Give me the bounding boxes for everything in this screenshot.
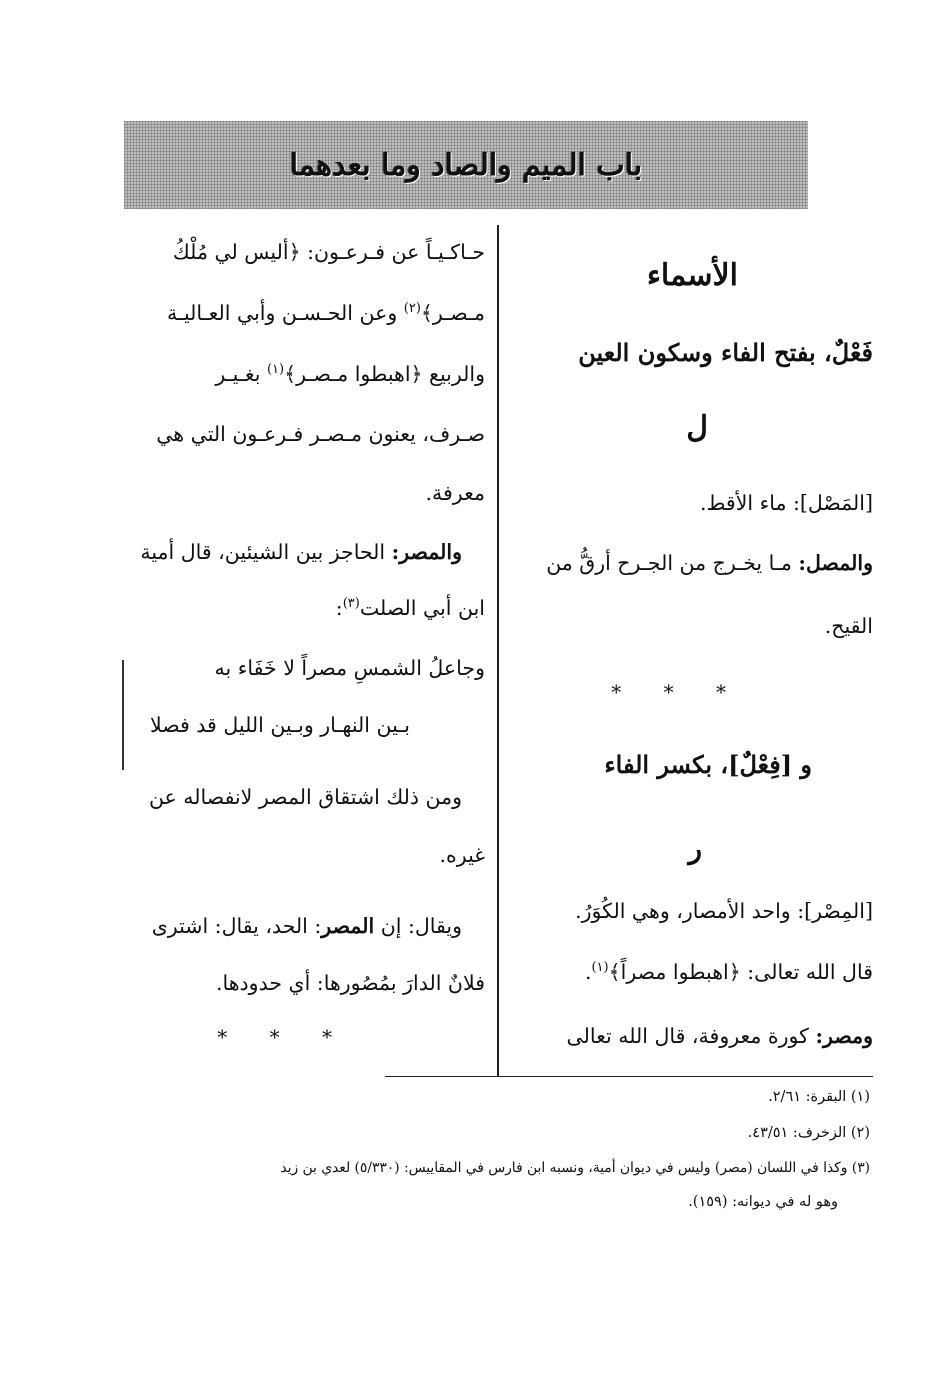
left-line-5: معرفة. xyxy=(425,481,485,505)
footnote-ref-3[interactable]: (٣) xyxy=(342,596,360,612)
left-line-10 xyxy=(152,914,462,938)
left-line-6-term: والمصر: xyxy=(391,540,462,564)
entry-misr-quote-line xyxy=(585,960,873,984)
pattern1-heading: فَعْلٌ، بفتح الفاء وسكون العين xyxy=(578,338,873,367)
entry-misr2-text: كورة معروفة، قال الله تعالى xyxy=(566,1024,809,1048)
left-line-10a: ويقال: إن xyxy=(374,914,462,938)
footnote-ref-1[interactable]: (١) xyxy=(591,960,609,976)
verse-margin-bar xyxy=(122,660,124,770)
footnote-ref-1b[interactable]: (١) xyxy=(266,362,285,378)
entry-masl-line1 xyxy=(546,551,873,575)
pattern1-letter: ل xyxy=(686,410,708,445)
left-line-2a: مـصـر﴾ xyxy=(420,301,485,325)
left-line-3 xyxy=(215,362,485,386)
left-line-3a: والربيع ﴿اهبطوا مـصـر﴾ xyxy=(284,362,485,386)
left-line-6-text: الحاجز بين الشيئين، قال أمية xyxy=(140,540,392,564)
left-line-2 xyxy=(167,301,485,325)
left-line-10b: : الحد، يقال: اشترى xyxy=(151,914,322,938)
entry-misr-quote-end: . xyxy=(584,960,592,984)
verse-line-2: بـين النهـار وبـين الليل قد فصلا xyxy=(149,713,410,737)
entry-misr-quote: قال الله تعالى: ﴿اهبطوا مصراً﴾ xyxy=(608,960,873,984)
entry-misr2-term: ومصر: xyxy=(815,1024,873,1048)
separator-stars-1: * * * xyxy=(611,680,744,704)
footnote-divider xyxy=(385,1076,873,1077)
left-line-9: غيره. xyxy=(439,843,485,867)
left-line-6 xyxy=(140,540,462,564)
entry-masl-text1: مـا يخـرج من الجـرح أرقُّ من xyxy=(546,551,792,575)
left-line-7b: : xyxy=(335,596,343,620)
left-line-7a: ابن أبي الصلت xyxy=(359,596,485,620)
entry-misr-bracket: [المِصْر]: واحد الأمصار، وهي الكُوَرُ. xyxy=(575,899,873,923)
entry-misr2-line xyxy=(567,1024,873,1048)
footnote-2: (٢) الزخرف: ٤٣/٥١. xyxy=(747,1125,870,1141)
footnote-3-line2: وهو له في ديوانه: (١٥٩). xyxy=(688,1194,838,1210)
footnote-ref-2[interactable]: (٢) xyxy=(403,301,421,317)
left-line-8: ومن ذلك اشتقاق المصر لانفصاله عن xyxy=(148,785,462,809)
entry-masl-term: والمصل: xyxy=(798,551,873,575)
left-line-3b: بغـيـر xyxy=(215,362,267,386)
left-line-1: حـاكـيـاً عن فـرعـون: ﴿أليس لي مُلْكُ xyxy=(172,240,485,264)
chapter-title: باب الميم والصاد وما بعدهما xyxy=(289,147,643,183)
separator-stars-2: * * * xyxy=(217,1025,350,1049)
left-line-2b: وعن الحـسـن وأبي العـاليـة xyxy=(166,301,404,325)
footnote-3-line1: (٣) وكذا في اللسان (مصر) وليس في ديوان أمية، ونسبه ابن فارس في المقاييس: (٥/٣٣٠) لعدي بن زيد xyxy=(280,1160,870,1176)
column-divider xyxy=(497,225,499,1077)
left-line-7 xyxy=(336,596,485,620)
pattern2-heading: و [فِعْلٌ]، بكسر الفاء xyxy=(604,750,812,779)
entry-masl-line2: القيح. xyxy=(824,614,873,638)
entry-masl-bracket: [المَصْل]: ماء الأقط. xyxy=(699,491,873,515)
left-line-11: فلانٌ الدارَ بمُصُورها: أي حدودها. xyxy=(215,971,485,995)
left-line-4: صـرف، يعنون مـصـر فـرعـون التي هي xyxy=(156,422,485,446)
chapter-header-band xyxy=(124,121,808,209)
verse-line-1: وجاعلُ الشمسِ مصراً لا خَفَاء به xyxy=(214,656,485,680)
section-heading: الأسماء xyxy=(646,258,738,293)
pattern2-letter: ر xyxy=(688,832,702,865)
footnote-1: (١) البقرة: ٢/٦١. xyxy=(768,1089,870,1105)
left-line-10-term: المصر xyxy=(321,914,375,938)
